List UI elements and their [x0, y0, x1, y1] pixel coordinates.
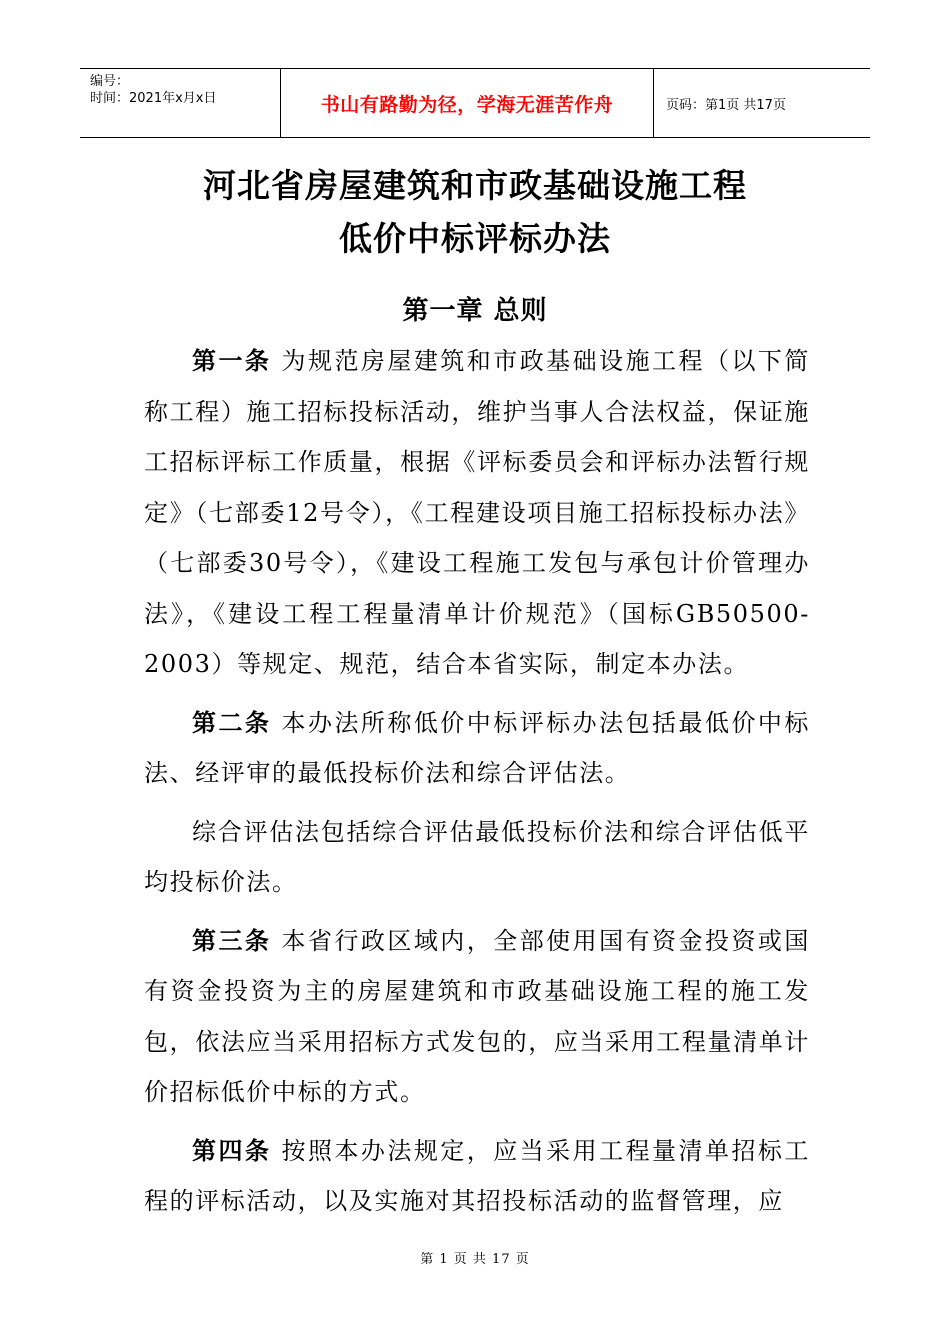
document-body — [144, 336, 810, 1235]
article-text: 为规范房屋建筑和市政基础设施工程（以下简称工程）施工招标投标活动，维护当事人合法权益，保证施工招标评标工作质量，根据《评标委员会和评标办法暂行规定》（七部委12号令），《工程建设项目施工招标投标办法》（七部委30号令），《建设工程施工发包与承包计价管理办法》，《建设工程工程量清单计价规范》（国标GB50500-2003）等规定、规范，结合本省实际，制定本办法。 — [144, 347, 810, 678]
header-motto-cell — [281, 69, 654, 137]
document-date-label: 时间：2021年x月x日 — [90, 91, 217, 106]
article-text: 按照本办法规定，应当采用工程量清单招标工程的评标活动，以及实施对其招投标活动的监督管理，应 — [144, 1136, 810, 1215]
article-number: 第三条 — [192, 926, 272, 955]
article-number: 第一条 — [192, 347, 272, 375]
article-paragraph — [144, 698, 810, 799]
article-paragraph — [144, 1126, 810, 1227]
page-header — [80, 68, 870, 138]
page-footer: 第 1 页 共 17 页 — [420, 1252, 530, 1267]
document-title-line-2: 低价中标评标办法 — [339, 219, 611, 258]
document-number-label: 编号： — [90, 74, 130, 89]
chapter-heading: 第一章 总则 — [402, 296, 548, 326]
header-meta-cell — [80, 69, 281, 137]
article-paragraph — [144, 807, 810, 908]
header-motto: 书山有路勤为径，学海无涯苦作舟 — [320, 93, 614, 116]
article-paragraph — [144, 916, 810, 1118]
article-text: 本办法所称低价中标评标办法包括最低价中标法、经评审的最低投标价法和综合评估法。 — [144, 708, 810, 787]
article-number: 第四条 — [192, 1136, 272, 1165]
header-page-info: 页码：第1页 共17页 — [666, 97, 786, 113]
document-title-line-1: 河北省房屋建筑和市政基础设施工程 — [203, 166, 747, 205]
article-paragraph — [144, 336, 810, 690]
article-text: 综合评估法包括综合评估最低投标价法和综合评估低平均投标价法。 — [144, 817, 810, 896]
header-page-cell — [654, 69, 870, 137]
article-text: 本省行政区域内，全部使用国有资金投资或国有资金投资为主的房屋建筑和市政基础设施工程的施工发包，依法应当采用招标方式发包的，应当采用工程量清单计价招标低价中标的方式。 — [144, 926, 810, 1106]
article-number: 第二条 — [192, 708, 272, 737]
